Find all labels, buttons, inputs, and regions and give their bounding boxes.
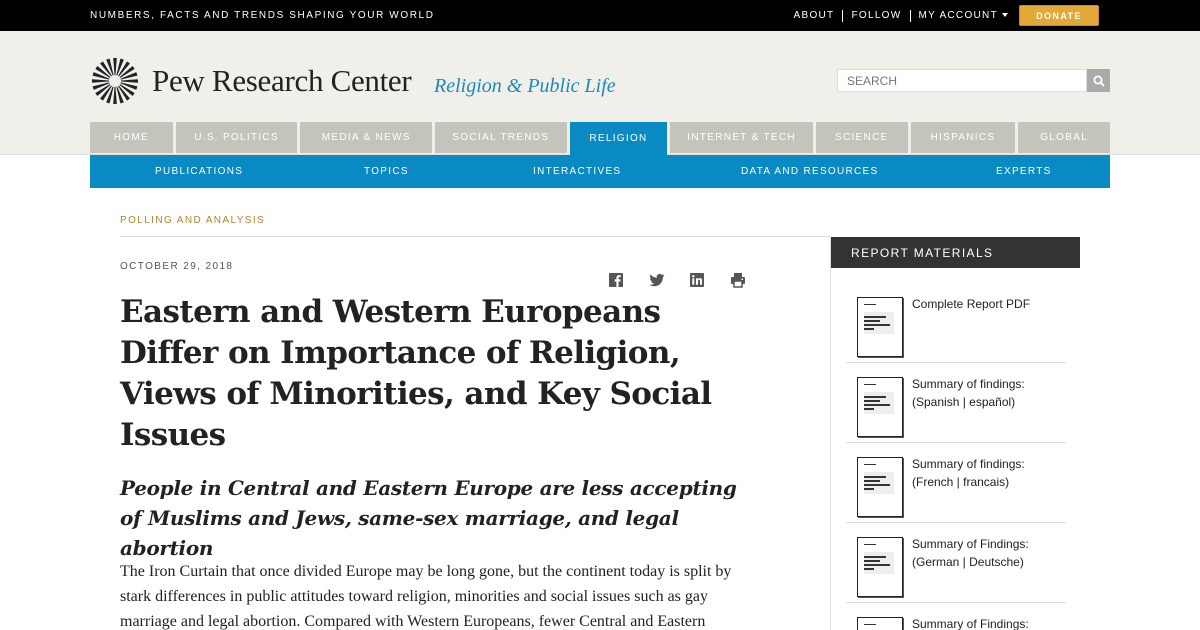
subnav-publications[interactable]: PUBLICATIONS [155,166,244,177]
nav-home[interactable]: HOME [90,122,173,153]
report-item-complete-pdf[interactable] [846,283,1066,363]
report-item-label: Summary of Findings: (German | Deutsche) [912,537,1029,569]
tagline: NUMBERS, FACTS AND TRENDS SHAPING YOUR WORLD [90,10,435,21]
my-account-label: MY ACCOUNT [918,9,998,21]
top-bar [0,0,1200,31]
report-item-spanish[interactable] [846,363,1066,443]
document-icon [857,617,903,630]
facebook-icon[interactable] [607,271,625,289]
article-date: OCTOBER 29, 2018 [120,261,234,272]
nav-media-news[interactable]: MEDIA & NEWS [300,122,432,153]
linkedin-icon[interactable] [688,271,706,289]
print-icon[interactable] [729,271,747,289]
nav-science[interactable]: SCIENCE [816,122,908,153]
article-subtitle: People in Central and Eastern Europe are less accepting of Muslims and Jews, same-sex marriage, and legal abortion [120,476,737,560]
sidebar-heading: REPORT MATERIALS [831,237,1080,268]
nav-us-politics[interactable]: U.S. POLITICS [176,122,298,153]
search-input[interactable] [837,69,1087,92]
follow-link[interactable]: FOLLOW [843,10,910,22]
nav-global[interactable]: GLOBAL [1018,122,1110,153]
nav-internet-tech[interactable]: INTERNET & TECH [670,122,813,153]
subnav-interactives[interactable]: INTERACTIVES [533,166,622,177]
article-body: The Iron Curtain that once divided Europe may be long gone, but the continent today is split by stark differences in public attitudes toward religion, minorities and social issues such as gay marriage and legal abortion. Compared with Western Europeans, fewer Central and Eastern [120,563,732,630]
subnav-data-resources[interactable]: DATA AND RESOURCES [741,166,879,177]
report-item-french[interactable] [846,443,1066,523]
section-subnav [90,155,1110,188]
article-title: Eastern and Western Europeans Differ on Importance of Religion, Views of Minorities, and Key Social Issues [120,294,712,453]
search-icon [1093,75,1105,87]
divider [120,236,830,237]
report-item-label: Complete Report PDF [912,297,1031,311]
report-item-label: Summary of findings: (Spanish | español) [912,377,1025,409]
search-box [837,69,1110,92]
brand-name[interactable]: Pew Research Center [152,63,412,98]
section-brand[interactable]: Religion & Public Life [434,75,616,97]
pew-sunburst-logo-icon[interactable] [90,56,140,106]
document-icon [857,537,903,597]
document-icon [857,377,903,437]
subnav-topics[interactable]: TOPICS [364,166,409,177]
article-kicker[interactable]: POLLING AND ANALYSIS [120,215,266,226]
main-nav [90,122,1110,155]
report-item-more[interactable] [846,603,1066,630]
nav-religion[interactable]: RELIGION [570,122,668,155]
subnav-experts[interactable]: EXPERTS [996,166,1052,177]
donate-button[interactable]: DONATE [1019,5,1099,26]
twitter-icon[interactable] [648,271,666,289]
top-nav [786,5,1099,26]
nav-hispanics[interactable]: HISPANICS [911,122,1016,153]
report-item-label: Summary of findings: (French | francais) [912,457,1025,489]
document-icon [857,297,903,357]
report-item-label: Summary of Findings: [912,617,1029,630]
nav-social-trends[interactable]: SOCIAL TRENDS [435,122,567,153]
report-materials-sidebar [830,237,1080,630]
report-item-german[interactable] [846,523,1066,603]
document-icon [857,457,903,517]
about-link[interactable]: ABOUT [786,10,844,22]
search-button[interactable] [1087,69,1110,92]
site-header [0,31,1200,155]
caret-down-icon [1002,13,1008,17]
my-account-menu[interactable] [911,10,1017,22]
